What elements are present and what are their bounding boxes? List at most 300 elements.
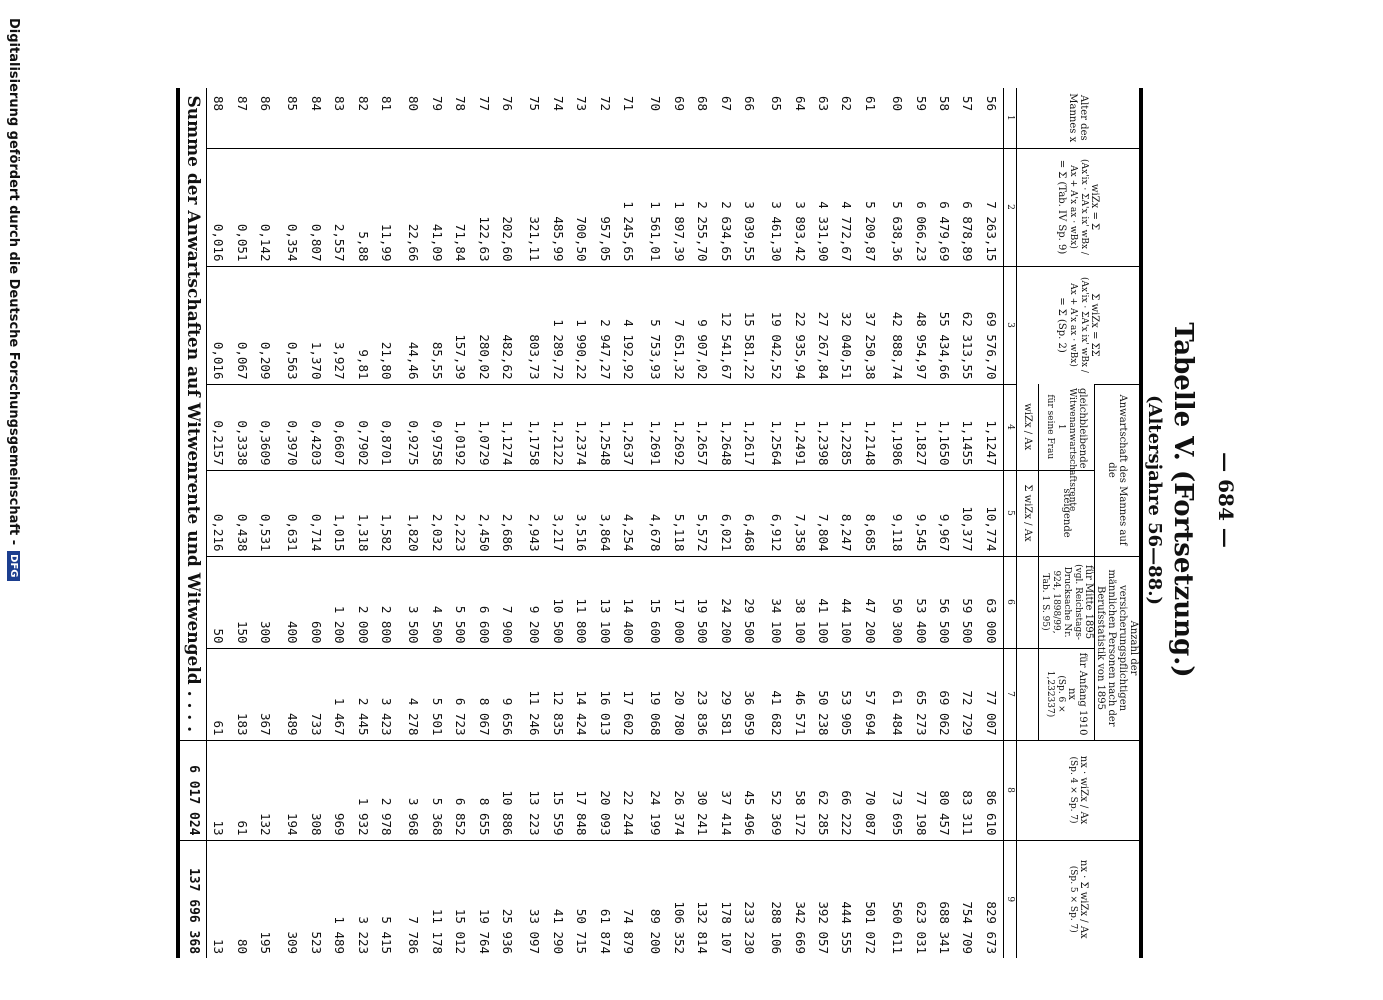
table-cell: 30 241 xyxy=(691,740,714,840)
table-row xyxy=(644,88,667,958)
table-cell: 23 836 xyxy=(691,648,714,740)
table-cell: 1 289,72 xyxy=(547,266,570,384)
table-cell: 8 655 xyxy=(472,740,495,840)
table-cell: 42 888,74 xyxy=(886,266,909,384)
table-cell: 0,3970 xyxy=(281,384,304,470)
table-cell: 70 xyxy=(648,96,664,112)
table-cell: 34 100 xyxy=(765,556,788,648)
table-cell: 489 xyxy=(281,648,304,740)
table-cell: 15 581,22 xyxy=(738,266,765,384)
table-cell: 58 172 xyxy=(788,740,811,840)
sum-col8: 6 017 024 xyxy=(178,740,207,840)
table-cell: 2 000 xyxy=(351,556,374,648)
table-cell: 66 xyxy=(741,96,757,112)
table-cell: 1,0729 xyxy=(472,384,495,470)
table-cell: 106 352 xyxy=(668,840,691,958)
table-row xyxy=(351,88,374,958)
table-cell: 4 192,92 xyxy=(617,266,644,384)
table-cell: 41 290 xyxy=(547,840,570,958)
table-cell: 10 886 xyxy=(496,740,523,840)
table-cell: 688 341 xyxy=(933,840,956,958)
table-cell: 157,39 xyxy=(449,266,472,384)
table-cell: 0,531 xyxy=(254,470,281,556)
table-cell: 58 xyxy=(937,96,953,112)
table-cell: 5 500 xyxy=(449,556,472,648)
table-row xyxy=(668,88,691,958)
table-cell: 308 xyxy=(305,740,328,840)
table-cell: 1,2617 xyxy=(738,384,765,470)
table-cell: 969 xyxy=(328,740,351,840)
table-cell: 62 xyxy=(839,96,855,112)
table-cell: 1,1758 xyxy=(523,384,546,470)
table-cell: 61 xyxy=(231,740,254,840)
table-cell: 0,051 xyxy=(231,148,254,266)
table-cell: 4,254 xyxy=(617,470,644,556)
header-col4: gleichbleibende Witwenanwartschaftsrente 1 für seine Frau xyxy=(1039,384,1095,470)
table-cell: 0,807 xyxy=(305,148,328,266)
table-cell: 1,0192 xyxy=(449,384,472,470)
table-cell: 9 907,02 xyxy=(691,266,714,384)
table-cell: 74 879 xyxy=(617,840,644,958)
table-cell: 61 xyxy=(207,648,231,740)
table-cell: 6 878,89 xyxy=(956,148,979,266)
table-cell: 88 xyxy=(211,96,227,112)
table-cell: 0,016 xyxy=(207,266,231,384)
table-cell: 300 xyxy=(254,556,281,648)
table-cell: 3,927 xyxy=(328,266,351,384)
table-cell: 87 xyxy=(234,96,250,112)
table-cell: 6 600 xyxy=(472,556,495,648)
header-col8: nx · wiZx / Ax (Sp. 4 × Sp. 7) xyxy=(1017,740,1142,840)
table-cell: 0,9275 xyxy=(402,384,425,470)
table-cell: 3 461,30 xyxy=(765,148,788,266)
col-number: 9 xyxy=(1004,840,1017,958)
table-cell: 55 434,66 xyxy=(933,266,956,384)
table-cell: 14 400 xyxy=(617,556,644,648)
table-cell: 0,142 xyxy=(254,148,281,266)
table-cell: 71 xyxy=(620,96,636,112)
table-cell: 56 500 xyxy=(933,556,956,648)
table-cell: 1,582 xyxy=(375,470,402,556)
table-cell: 5,572 xyxy=(691,470,714,556)
col-number: 8 xyxy=(1004,740,1017,840)
table-cell: 623 031 xyxy=(909,840,932,958)
table-cell: 2 445 xyxy=(351,648,374,740)
table-cell: 1,2691 xyxy=(644,384,667,470)
col-number: 7 xyxy=(1004,648,1017,740)
table-cell: 71,84 xyxy=(449,148,472,266)
table-cell: 13 xyxy=(207,840,231,958)
table-cell: 5 501 xyxy=(426,648,449,740)
header-col7-blank xyxy=(1017,648,1039,740)
table-cell: 2 947,27 xyxy=(593,266,616,384)
table-cell: 560 611 xyxy=(886,840,909,958)
table-cell: 1 200 xyxy=(328,556,351,648)
table-cell: 1,2374 xyxy=(570,384,593,470)
table-row xyxy=(570,88,593,958)
table-cell: 77 007 xyxy=(980,648,1004,740)
table-cell: 1,015 xyxy=(328,470,351,556)
table-row xyxy=(472,88,495,958)
table-cell: 10,377 xyxy=(956,470,979,556)
table-cell: 6,021 xyxy=(714,470,737,556)
table-cell: 70 087 xyxy=(859,740,886,840)
table-cell: 9 200 xyxy=(523,556,546,648)
header-col5-formula: Σ wiZx / Ax xyxy=(1017,470,1039,556)
table-cell: 485,99 xyxy=(547,148,570,266)
table-cell: 45 496 xyxy=(738,740,765,840)
table-row xyxy=(207,88,231,958)
table-cell: 2 800 xyxy=(375,556,402,648)
table-cell: 2,223 xyxy=(449,470,472,556)
table-cell: 9,81 xyxy=(351,266,374,384)
table-cell: 1,2398 xyxy=(812,384,835,470)
table-cell: 75 xyxy=(527,96,543,112)
table-cell: 132 xyxy=(254,740,281,840)
sum-label: Summe der Anwartschaften auf Witwenrente und Witwengeld . . . . xyxy=(178,88,207,740)
table-cell: 4 772,67 xyxy=(835,148,858,266)
table-cell: 7 786 xyxy=(402,840,425,958)
table-cell: 1,2148 xyxy=(859,384,886,470)
table-row xyxy=(328,88,351,958)
table-cell: 0,016 xyxy=(207,148,231,266)
table-cell: 482,62 xyxy=(496,266,523,384)
table-cell: 69 xyxy=(671,96,687,112)
table-cell: 0,3338 xyxy=(231,384,254,470)
table-row xyxy=(738,88,765,958)
table-cell: 700,50 xyxy=(570,148,593,266)
table-cell: 69 062 xyxy=(933,648,956,740)
table-cell: 1,2564 xyxy=(765,384,788,470)
header-col3: Σ wiZx = ΣΣ (Ax'ix · ΣA'x ix' wBx / Ax + A'x ax · wBx) = Σ (Sp. 2) xyxy=(1017,266,1142,384)
table-cell: 57 xyxy=(960,96,976,112)
table-cell: 280,02 xyxy=(472,266,495,384)
table-row xyxy=(956,88,979,958)
table-cell: 19 042,52 xyxy=(765,266,788,384)
table-cell: 41 100 xyxy=(812,556,835,648)
table-cell: 5 753,93 xyxy=(644,266,667,384)
table-row xyxy=(714,88,737,958)
table-cell: 14 424 xyxy=(570,648,593,740)
table-cell: 829 673 xyxy=(980,840,1004,958)
table-row xyxy=(812,88,835,958)
header-col9: nx · Σ wiZx / Ax (Sp. 5 × Sp. 7) xyxy=(1017,840,1142,958)
table-cell: 1,370 xyxy=(305,266,328,384)
table-cell: 37 250,38 xyxy=(859,266,886,384)
table-cell: 5,118 xyxy=(668,470,691,556)
table-cell: 2,943 xyxy=(523,470,546,556)
table-cell: 73 xyxy=(574,96,590,112)
table-cell: 3,217 xyxy=(547,470,570,556)
table-cell: 77 198 xyxy=(909,740,932,840)
table-cell: 178 107 xyxy=(714,840,737,958)
table-cell: 56 xyxy=(983,96,999,112)
table-cell: 72 729 xyxy=(956,648,979,740)
table-cell: 150 xyxy=(231,556,254,648)
table-cell: 19 764 xyxy=(472,840,495,958)
header-col2: wiZx = Σ (Ax'ix · ΣA'x ix' wBx / Ax + A'x ax · wBx) = Σ (Tab. IV Sp. 9) xyxy=(1017,148,1142,266)
table-cell: 83 311 xyxy=(956,740,979,840)
table-cell: 63 000 xyxy=(980,556,1004,648)
header-col6-blank xyxy=(1017,556,1039,648)
table-cell: 11 800 xyxy=(570,556,593,648)
table-cell: 41,09 xyxy=(426,148,449,266)
table-cell: 80 xyxy=(231,840,254,958)
col-number: 4 xyxy=(1004,384,1017,470)
table-cell: 6,468 xyxy=(738,470,765,556)
table-cell: 195 xyxy=(254,840,281,958)
table-cell: 59 xyxy=(913,96,929,112)
table-cell: 24 199 xyxy=(644,740,667,840)
table-cell: 1,2285 xyxy=(835,384,858,470)
table-cell: 29 581 xyxy=(714,648,737,740)
table-cell: 3 500 xyxy=(402,556,425,648)
table-cell: 32 040,51 xyxy=(835,266,858,384)
table-cell: 25 936 xyxy=(496,840,523,958)
table-row xyxy=(980,88,1004,958)
table-cell: 61 xyxy=(862,96,878,112)
table-row xyxy=(523,88,546,958)
table-cell: 62 313,55 xyxy=(956,266,979,384)
table-cell: 19 500 xyxy=(691,556,714,648)
table-cell: 82 xyxy=(355,96,371,112)
table-cell: 1,2491 xyxy=(788,384,811,470)
col-number: 1 xyxy=(1004,88,1017,148)
table-cell: 63 xyxy=(816,96,832,112)
table-cell: 0,354 xyxy=(281,148,304,266)
table-cell: 81 xyxy=(379,96,395,112)
table-cell: 1 932 xyxy=(351,740,374,840)
table-row xyxy=(254,88,281,958)
table-cell: 3,516 xyxy=(570,470,593,556)
table-cell: 1,2657 xyxy=(691,384,714,470)
table-cell: 0,6607 xyxy=(328,384,351,470)
table-cell: 392 057 xyxy=(812,840,835,958)
table-cell: 122,63 xyxy=(472,148,495,266)
sum-col9: 137 696 368 xyxy=(178,840,207,958)
table-cell: 78 xyxy=(453,96,469,112)
table-cell: 9 656 xyxy=(496,648,523,740)
table-cell: 27 267,84 xyxy=(812,266,835,384)
table-cell: 7 651,32 xyxy=(668,266,691,384)
table-row xyxy=(788,88,811,958)
column-number-row xyxy=(1004,88,1017,958)
table-cell: 957,05 xyxy=(593,148,616,266)
table-cell: 1,318 xyxy=(351,470,374,556)
table-cell: 0,3609 xyxy=(254,384,281,470)
table-cell: 3,864 xyxy=(593,470,616,556)
table-cell: 17 848 xyxy=(570,740,593,840)
table-cell: 0,4203 xyxy=(305,384,328,470)
table-cell: 6,912 xyxy=(765,470,788,556)
table-cell: 20 093 xyxy=(593,740,616,840)
table-cell: 50 715 xyxy=(570,840,593,958)
table-cell: 1 245,65 xyxy=(617,148,644,266)
table-cell: 80 457 xyxy=(933,740,956,840)
table-cell: 444 555 xyxy=(835,840,858,958)
table-cell: 9,118 xyxy=(886,470,909,556)
table-cell: 2 255,70 xyxy=(691,148,714,266)
header-group-anzahl: Anzahl der versicherungspflichtigen männlichen Personen nach der Berufsstatistik von 1895 xyxy=(1095,556,1142,740)
col-number: 6 xyxy=(1004,556,1017,648)
table-cell: 5 209,87 xyxy=(859,148,886,266)
table-cell: 132 814 xyxy=(691,840,714,958)
table-cell: 1,2648 xyxy=(714,384,737,470)
table-cell: 17 602 xyxy=(617,648,644,740)
table-cell: 80 xyxy=(406,96,422,112)
table-cell: 26 374 xyxy=(668,740,691,840)
table-cell: 0,631 xyxy=(281,470,304,556)
table-cell: 50 300 xyxy=(886,556,909,648)
table-cell: 0,7902 xyxy=(351,384,374,470)
table-cell: 67 xyxy=(718,96,734,112)
table-cell: 288 106 xyxy=(765,840,788,958)
table-cell: 0,216 xyxy=(207,470,231,556)
table-row xyxy=(765,88,788,958)
table-cell: 66 222 xyxy=(835,740,858,840)
table-cell: 4,678 xyxy=(644,470,667,556)
table-row xyxy=(617,88,644,958)
header-col7: für Anfang 1910 nx (Sp. 6 × 1,232337) xyxy=(1039,648,1095,740)
col-number: 5 xyxy=(1004,470,1017,556)
table-cell: 53 905 xyxy=(835,648,858,740)
table-cell: 22,66 xyxy=(402,148,425,266)
table-cell: 600 xyxy=(305,556,328,648)
table-cell: 2,557 xyxy=(328,148,351,266)
table-cell: 84 xyxy=(308,96,324,112)
table-cell: 9,967 xyxy=(933,470,956,556)
table-cell: 523 xyxy=(305,840,328,958)
table-cell: 1,820 xyxy=(402,470,425,556)
table-row xyxy=(305,88,328,958)
table-row xyxy=(231,88,254,958)
table-cell: 5 638,36 xyxy=(886,148,909,266)
table-cell: 38 100 xyxy=(788,556,811,648)
table-cell: 0,563 xyxy=(281,266,304,384)
table-cell: 12 835 xyxy=(547,648,570,740)
table-cell: 0,209 xyxy=(254,266,281,384)
footer-text: Digitalisierung gefördert durch die Deutsche Forschungsgemeinschaft - xyxy=(6,18,22,546)
table-cell: 89 200 xyxy=(644,840,667,958)
table-cell: 2,450 xyxy=(472,470,495,556)
table-cell: 5,88 xyxy=(351,148,374,266)
table-cell: 52 369 xyxy=(765,740,788,840)
table-cell: 17 000 xyxy=(668,556,691,648)
sum-row xyxy=(178,88,207,958)
table-row xyxy=(281,88,304,958)
table-row xyxy=(835,88,858,958)
table-cell: 50 xyxy=(207,556,231,648)
table-cell: 10 500 xyxy=(547,556,570,648)
table-cell: 21,80 xyxy=(375,266,402,384)
table-cell: 1,1455 xyxy=(956,384,979,470)
table-row xyxy=(547,88,570,958)
table-cell: 50 238 xyxy=(812,648,835,740)
table-cell: 15 012 xyxy=(449,840,472,958)
header-col6: für Mitte 1895 (vgl. Reichstags-Drucksache Nr. 924, 1898/99, Tab. 1 S. 95) xyxy=(1039,556,1095,648)
table-cell: 4 331,90 xyxy=(812,148,835,266)
table-cell: 0,714 xyxy=(305,470,328,556)
table-cell: 83 xyxy=(332,96,348,112)
table-cell: 1,2548 xyxy=(593,384,616,470)
table-cell: 1,1650 xyxy=(933,384,956,470)
table-cell: 41 682 xyxy=(765,648,788,740)
table-row xyxy=(691,88,714,958)
table-cell: 11 178 xyxy=(426,840,449,958)
table-cell: 7 263,15 xyxy=(980,148,1004,266)
table-cell: 1,1274 xyxy=(496,384,523,470)
table-row xyxy=(859,88,886,958)
table-row xyxy=(375,88,402,958)
table-row xyxy=(933,88,956,958)
table-cell: 0,9758 xyxy=(426,384,449,470)
table-cell: 72 xyxy=(597,96,613,112)
table-title: Tabelle V. (Fortsetzung.) xyxy=(1168,322,1198,678)
table-cell: 321,11 xyxy=(523,148,546,266)
table-cell: 61 874 xyxy=(593,840,616,958)
table-cell: 3 039,55 xyxy=(738,148,765,266)
table-cell: 342 669 xyxy=(788,840,811,958)
table-cell: 1 897,39 xyxy=(668,148,691,266)
header-col5: steigende xyxy=(1039,470,1095,556)
table-cell: 15 600 xyxy=(644,556,667,648)
table-cell: 86 610 xyxy=(980,740,1004,840)
table-row xyxy=(449,88,472,958)
table-cell: 74 xyxy=(550,96,566,112)
table-cell: 1,2637 xyxy=(617,384,644,470)
header-group-anwartschaft: Anwartschaft des Mannes auf die xyxy=(1095,384,1142,556)
table-cell: 6 723 xyxy=(449,648,472,740)
table-cell: 65 xyxy=(769,96,785,112)
table-row xyxy=(593,88,616,958)
table-cell: 64 xyxy=(792,96,808,112)
table-cell: 0,438 xyxy=(231,470,254,556)
table-cell: 13 100 xyxy=(593,556,616,648)
table-cell: 3 893,42 xyxy=(788,148,811,266)
table-cell: 309 xyxy=(281,840,304,958)
page-number: — 684 — xyxy=(1214,452,1238,548)
table-cell: 7,358 xyxy=(788,470,811,556)
table-cell: 4 500 xyxy=(426,556,449,648)
table-cell: 77 xyxy=(476,96,492,112)
table-cell: 65 273 xyxy=(909,648,932,740)
table-cell: 44,46 xyxy=(402,266,425,384)
table-cell: 61 484 xyxy=(886,648,909,740)
table-cell: 2 978 xyxy=(375,740,402,840)
table-cell: 6 479,69 xyxy=(933,148,956,266)
table-cell: 1,1986 xyxy=(886,384,909,470)
table-cell: 48 954,97 xyxy=(909,266,932,384)
table-cell: 76 xyxy=(500,96,515,112)
table-cell: 8,685 xyxy=(859,470,886,556)
table-cell: 53 400 xyxy=(909,556,932,648)
table-cell: 400 xyxy=(281,556,304,648)
table-cell: 13 xyxy=(207,740,231,840)
table-cell: 3 423 xyxy=(375,648,402,740)
table-cell: 73 695 xyxy=(886,740,909,840)
table-cell: 12 541,67 xyxy=(714,266,737,384)
table-cell: 33 097 xyxy=(523,840,546,958)
table-cell: 1,1247 xyxy=(980,384,1004,470)
table-cell: 0,067 xyxy=(231,266,254,384)
table-cell: 754 709 xyxy=(956,840,979,958)
table-cell: 24 200 xyxy=(714,556,737,648)
table-cell: 85 xyxy=(285,96,301,112)
table-cell: 4 278 xyxy=(402,648,425,740)
table-body xyxy=(207,88,1004,958)
header-age: Alter des Mannes x xyxy=(1017,88,1142,148)
table-cell: 85,55 xyxy=(426,266,449,384)
